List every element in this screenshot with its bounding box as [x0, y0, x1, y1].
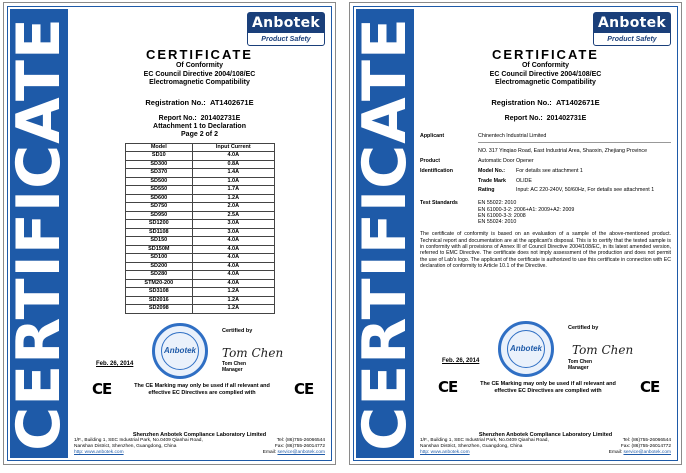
table-row — [125, 169, 274, 178]
field-product — [420, 158, 671, 164]
footer-address: 1/F., Building 1, SEC Industrial Park, No.0409 Qianhai Road, — [420, 438, 549, 443]
table-row — [125, 186, 274, 195]
current-cell: 1.2A — [193, 305, 274, 314]
field-standards — [420, 200, 671, 225]
banner-text: CERTIFICATE — [4, 16, 74, 451]
standard-item: EN 55022: 2010 — [478, 200, 517, 207]
current-cell: 2.0A — [193, 203, 274, 212]
anbotek-seal — [152, 323, 208, 379]
vertical-banner — [4, 9, 74, 458]
certificate-page-right — [349, 2, 682, 465]
current-cell: 1.2A — [193, 194, 274, 203]
footer-company: Shenzhen Anbotek Compliance Laboratory Limited — [132, 432, 267, 438]
seal-text: Anbotek — [164, 346, 196, 355]
subtitle-line: Of Conformity — [175, 62, 224, 69]
current-cell: 1.7A — [193, 186, 274, 195]
rating-label: Rating — [478, 186, 495, 193]
table-header-cell: Input Current — [193, 143, 274, 152]
vertical-banner — [350, 9, 420, 458]
current-cell: 1.2A — [193, 296, 274, 305]
current-cell: 4.0A — [193, 279, 274, 288]
applicant-name: Chinentech Industrial Limited — [478, 132, 547, 139]
table-row — [125, 194, 274, 203]
issue-date: Feb. 26, 2014 — [442, 358, 480, 364]
current-cell: 1.0A — [193, 177, 274, 186]
footer-website[interactable]: http: www.anbotek.com — [74, 450, 124, 455]
current-cell: 0.8A — [193, 160, 274, 169]
certificate-title: CERTIFICATE — [146, 47, 253, 62]
subtitle-line: EC Council Directive 2004/108/EC — [489, 70, 602, 78]
registration-value: AT1402671E — [209, 97, 254, 107]
report-label: Report No.: — [158, 114, 197, 122]
model-cell: SD2016 — [125, 296, 193, 305]
logo-name: Anbotek — [248, 13, 324, 33]
certified-by-label: Certified by — [568, 325, 599, 331]
applicant-label: Applicant — [420, 132, 445, 139]
model-cell: SD1200 — [125, 220, 193, 229]
banner-text: CERTIFICATE — [350, 16, 420, 451]
model-value: For details see attachment 1 — [516, 168, 583, 175]
attachment-title: Attachment 1 to Declaration — [153, 122, 246, 130]
field-applicant — [420, 133, 671, 155]
subtitle-line: Of Conformity — [521, 62, 570, 69]
certificate-title: CERTIFICATE — [492, 47, 599, 62]
footer-company: Shenzhen Anbotek Compliance Laboratory Limited — [478, 432, 613, 438]
table-header-row — [125, 143, 274, 152]
table-row — [125, 177, 274, 186]
conformity-statement: The certificate of conformity is based on an evaluation of a sample of the above-mentioned product. Technical report and documentation are at the applicant's disposal. This is to certify that the tested sample is in conformity with all provisions of Annex III of Council Directive 2004/108/EC, in its latest amended version, referred to EMC Directive. The certificate does not imply assessment of the production and does not permit the use of Lab's logo. The applicant of the certificate is authorized to use this certificate in connection with EC declaration of conformity to Article 10.1 of the Directive. — [420, 231, 671, 269]
subtitle-line: Electromagnetic Compatibility — [149, 79, 250, 86]
model-cell: SD100 — [125, 254, 193, 263]
signature: Tom Chen — [222, 346, 284, 360]
signer-name: Tom Chen — [568, 359, 593, 365]
page-number: Page 2 of 2 — [181, 130, 218, 138]
signer-title: Manager — [222, 367, 243, 373]
model-cell: SD10 — [125, 152, 193, 161]
ce-mark-right: CE — [640, 378, 660, 396]
report-label: Report No.: — [504, 114, 543, 122]
anbotek-logo — [593, 12, 671, 46]
table-row — [125, 271, 274, 280]
model-cell: STM20-200 — [125, 279, 193, 288]
current-cell: 3.0A — [193, 220, 274, 229]
model-label: Model No.: — [478, 168, 506, 175]
model-cell: SD1108 — [125, 228, 193, 237]
standard-item: EN 61000-3-3: 2008 — [478, 212, 526, 219]
ce-note-line: effective EC Directives are complied with — [148, 390, 256, 396]
model-cell: SD950 — [125, 211, 193, 220]
footer-website[interactable]: http: www.anbotek.com — [420, 450, 470, 455]
table-row — [125, 262, 274, 271]
model-cell: SD3108 — [125, 288, 193, 297]
report-value: 201402731E — [200, 114, 241, 122]
registration-number — [420, 98, 671, 107]
ce-note-line: The CE Marking may only be used if all relevant and — [480, 381, 616, 387]
report-number — [420, 115, 671, 123]
logo-name: Anbotek — [594, 13, 670, 33]
signer — [568, 359, 592, 371]
subtitle-line: Electromagnetic Compatibility — [495, 79, 596, 86]
issue-date: Feb. 26, 2014 — [96, 361, 134, 367]
footer-address: 1/F., Building 1, SEC Industrial Park, No.0409 Qianhai Road, — [74, 438, 203, 443]
model-cell: SD550 — [125, 186, 193, 195]
table-row — [125, 254, 274, 263]
product-label: Product — [420, 158, 441, 165]
footer-email[interactable]: service@anbotek.com — [623, 450, 671, 455]
standard-item: EN 55024: 2010 — [478, 219, 517, 226]
model-cell: SD150 — [125, 237, 193, 246]
model-cell: SD370 — [125, 169, 193, 178]
applicant-address: NO. 317 Yinqiao Road, East Industrial Area, Shaoxin, Zhejiang Province — [478, 147, 648, 154]
current-cell: 1.4A — [193, 169, 274, 178]
certified-by-label: Certified by — [222, 328, 253, 334]
current-cell: 4.0A — [193, 262, 274, 271]
model-cell: SD280 — [125, 271, 193, 280]
subtitle-line: EC Council Directive 2004/108/EC — [143, 70, 256, 78]
table-row — [125, 228, 274, 237]
table-row — [125, 152, 274, 161]
ce-note-line: The CE Marking may only be used if all relevant and — [134, 383, 270, 389]
model-cell: SD200 — [125, 262, 193, 271]
model-cell: SD2098 — [125, 305, 193, 314]
model-cell: SD750 — [125, 203, 193, 212]
current-cell: 4.0A — [193, 254, 274, 263]
footer-fax: Fax: (86)755-26014772 — [620, 444, 671, 449]
ce-note — [460, 381, 636, 395]
identification-label: Identification — [420, 168, 453, 175]
current-cell: 4.0A — [193, 237, 274, 246]
footer-fax: Fax: (86)755-26014772 — [274, 444, 325, 449]
current-cell: 2.5A — [193, 211, 274, 220]
footer-email-label: Email: — [262, 450, 277, 455]
report-block — [74, 115, 325, 139]
ce-mark-left: CE — [92, 380, 112, 398]
anbotek-seal — [498, 321, 554, 377]
table-row — [125, 220, 274, 229]
report-block — [420, 115, 671, 123]
trademark-label: Trade Mark — [478, 177, 506, 184]
footer-address: Nanshan District, Shenzhen, Guangdong, China — [74, 444, 177, 449]
report-value: 201402731E — [546, 114, 587, 122]
trademark-value: OLIDE — [516, 177, 532, 184]
certificate-page-left — [3, 2, 336, 465]
ce-note — [114, 383, 290, 397]
signer — [222, 361, 246, 373]
footer-address: Nanshan District, Shenzhen, Guangdong, China — [420, 444, 523, 449]
table-row — [125, 237, 274, 246]
standard-item: EN 61000-3-2: 2006+A1: 2009+A2: 2009 — [478, 206, 575, 213]
registration-value: AT1402671E — [555, 97, 600, 107]
certificate-fields — [420, 133, 671, 226]
footer — [74, 432, 325, 456]
table-row — [125, 279, 274, 288]
current-cell: 3.0A — [193, 228, 274, 237]
standards-label: Test Standards — [420, 200, 458, 207]
table-row — [125, 305, 274, 314]
table-row — [125, 288, 274, 297]
table-header-cell: Model — [125, 143, 193, 152]
table-row — [125, 211, 274, 220]
current-cell: 4.0A — [193, 271, 274, 280]
table-row — [125, 160, 274, 169]
model-cell: SD500 — [125, 177, 193, 186]
signer-name: Tom Chen — [222, 361, 247, 367]
registration-label: Registration No.: — [145, 97, 206, 107]
registration-number — [74, 98, 325, 107]
ce-note-line: effective EC Directives are complied with — [494, 388, 602, 394]
logo-tagline: Product Safety — [261, 36, 311, 43]
registration-label: Registration No.: — [491, 97, 552, 107]
current-cell: 1.2A — [193, 288, 274, 297]
report-number — [74, 115, 325, 123]
model-table — [125, 143, 275, 314]
anbotek-logo — [247, 12, 325, 46]
logo-tagline: Product Safety — [607, 36, 657, 43]
table-row — [125, 203, 274, 212]
table-row — [125, 296, 274, 305]
footer-email[interactable]: service@anbotek.com — [277, 450, 325, 455]
footer-tel: Tel: (86)755-26066544 — [276, 438, 325, 443]
current-cell: 4.0A — [193, 152, 274, 161]
footer — [420, 432, 671, 456]
product-value: Automatic Door Opener — [478, 158, 534, 165]
footer-tel: Tel: (86)755-26066544 — [622, 438, 671, 443]
current-cell: 4.0A — [193, 245, 274, 254]
seal-text: Anbotek — [510, 344, 542, 353]
model-cell: SD300 — [125, 160, 193, 169]
table-row — [125, 245, 274, 254]
signer-title: Manager — [568, 365, 589, 371]
model-cell: SD150M — [125, 245, 193, 254]
footer-email-label: Email: — [608, 450, 623, 455]
ce-mark-left: CE — [438, 378, 458, 396]
ce-mark-right: CE — [294, 380, 314, 398]
signature: Tom Chen — [572, 343, 634, 357]
rating-value: Input: AC 220-240V, 50/60Hz, For details see attachment 1 — [516, 186, 655, 193]
field-identification — [420, 168, 671, 196]
model-cell: SD600 — [125, 194, 193, 203]
